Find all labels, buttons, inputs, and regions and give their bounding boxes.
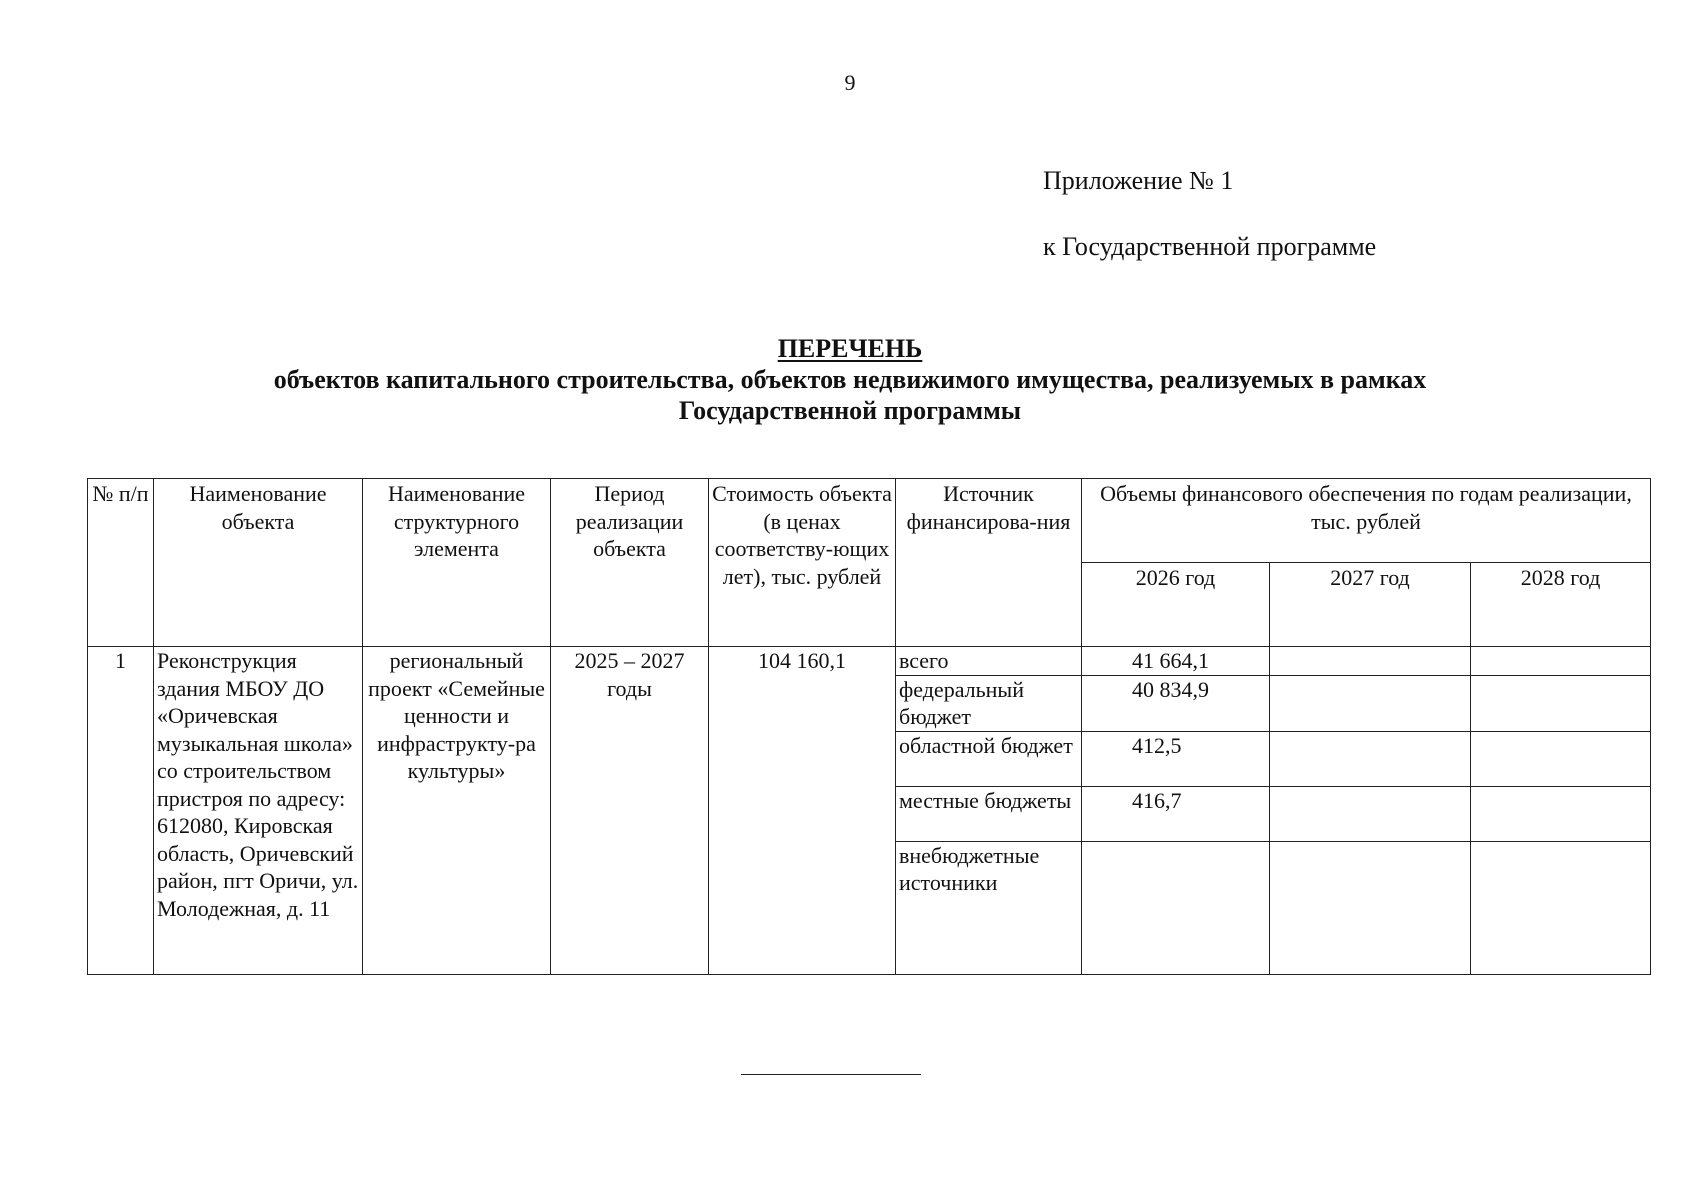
amount-2026: 412,5 xyxy=(1082,731,1270,786)
header-funding-source: Источник финансирова-ния xyxy=(896,479,1082,647)
source-label: всего xyxy=(896,647,1082,676)
amount-2026: 416,7 xyxy=(1082,786,1270,841)
amount-2028 xyxy=(1471,841,1651,974)
page-number: 9 xyxy=(844,70,856,95)
amount-2027 xyxy=(1270,675,1471,731)
amount-2026: 41 664,1 xyxy=(1082,647,1270,676)
header-year-2026: 2026 год xyxy=(1082,563,1270,647)
header-funding-volumes: Объемы финансового обеспечения по годам реализации, тыс. рублей xyxy=(1082,479,1651,563)
source-label: местные бюджеты xyxy=(896,786,1082,841)
amount-2027 xyxy=(1270,786,1471,841)
amount-2028 xyxy=(1471,786,1651,841)
object-name: Реконструкция здания МБОУ ДО «Оричевская музыкальная школа» со строительством пристроя по адресу: 612080, Кировская область, Оричевский район, пгт Оричи, ул. Молодежная, д. 11 xyxy=(154,647,363,975)
title-subtitle-line-2: Государственной программы xyxy=(678,396,1022,425)
table-row xyxy=(88,647,1651,676)
source-label: федеральный бюджет xyxy=(896,675,1082,731)
header-year-2027: 2027 год xyxy=(1270,563,1471,647)
header-object-name: Наименование объекта xyxy=(154,479,363,647)
footer-divider xyxy=(741,1074,921,1075)
header-structural-element: Наименование структурного элемента xyxy=(363,479,551,647)
header-year-2028: 2028 год xyxy=(1471,563,1651,647)
amount-2027 xyxy=(1270,647,1471,676)
header-number: № п/п xyxy=(88,479,154,647)
document-title xyxy=(0,333,1693,426)
amount-2028 xyxy=(1471,731,1651,786)
structural-element: региональный проект «Семейные ценности и инфраструкту-ра культуры» xyxy=(363,647,551,975)
amount-2028 xyxy=(1471,647,1651,676)
appendix-subtitle: к Государственной программе xyxy=(1043,232,1377,261)
title-subtitle-line-1: объектов капитального строительства, объектов недвижимого имущества, реализуемых в рамках xyxy=(273,365,1427,394)
amount-2028 xyxy=(1471,675,1651,731)
amount-2027 xyxy=(1270,731,1471,786)
row-number: 1 xyxy=(88,647,154,975)
amount-2027 xyxy=(1270,841,1471,974)
source-label: внебюджетные источники xyxy=(896,841,1082,974)
objects-table xyxy=(87,478,1651,975)
appendix-title: Приложение № 1 xyxy=(1043,166,1234,195)
source-label: областной бюджет xyxy=(896,731,1082,786)
period: 2025 – 2027 годы xyxy=(551,647,709,975)
header-cost: Стоимость объекта (в ценах соответству-ющих лет), тыс. рублей xyxy=(709,479,896,647)
amount-2026 xyxy=(1082,841,1270,974)
title-main: ПЕРЕЧЕНЬ xyxy=(777,334,923,363)
amount-2026: 40 834,9 xyxy=(1082,675,1270,731)
header-period: Период реализации объекта xyxy=(551,479,709,647)
cost: 104 160,1 xyxy=(709,647,896,975)
